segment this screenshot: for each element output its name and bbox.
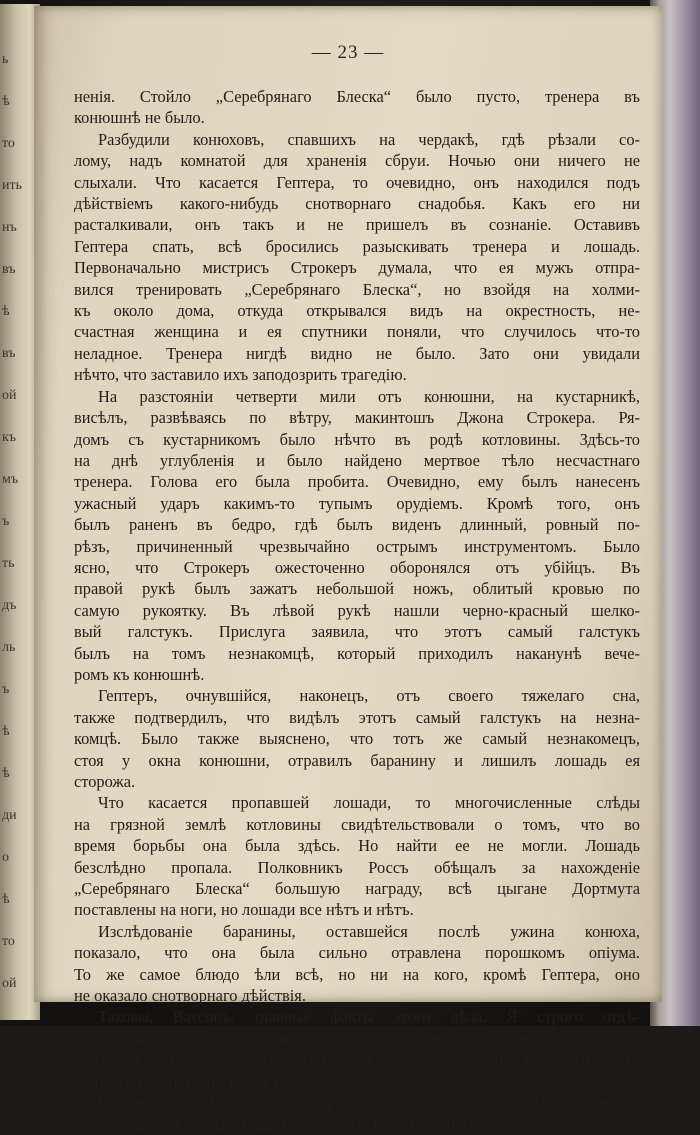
text-line: неладное. Тренера нигдѣ видно не было. Зато они увидали <box>74 343 640 363</box>
text-line: конюшнѣ не было. <box>74 108 205 128</box>
text-line: вился тренировать „Серебрянаго Блеска“, но взойдя на холми- <box>74 279 640 299</box>
left-page-fragment: ѣ <box>2 892 10 907</box>
left-page-fragment: ъ <box>2 514 10 529</box>
paragraph <box>74 792 640 920</box>
left-page-fragment: ъ <box>2 682 10 697</box>
text-line: Что касается пропавшей лошади, то многочисленные слѣды <box>98 793 640 813</box>
text-line: самую рукоятку. Въ лѣвой рукѣ нашли черно-красный шелко- <box>74 600 640 620</box>
left-page-fragment: то <box>2 934 15 949</box>
text-line: лилъ факты отъ догадокъ и предположеній, и представляю ихъ <box>74 1028 640 1048</box>
text-line: Гептеръ, очнувшійся, наконецъ, отъ своего тяжелаго сна, <box>98 686 640 706</box>
text-line: не оказало снотворнаго дѣйствія. <box>74 986 306 1006</box>
book-page <box>34 6 662 1134</box>
left-page-fragment: ди <box>2 808 17 823</box>
text-line: былъ на томъ незнакомцѣ, который приходилъ наканунѣ вече- <box>74 643 640 663</box>
text-line: вый галстукъ. Прислуга заявила, что этотъ самый галстукъ <box>74 622 640 642</box>
text-line: вамъ въ строгой схемѣ. Теперь я вамъ долженъ сообщить, что <box>74 1050 640 1070</box>
text-line: ненія. Стойло „Серебрянаго Блеска“ было пусто, тренера въ <box>74 87 640 106</box>
text-line: рѣзъ, причиненный чрезвычайно острымъ инструментомъ. Было <box>74 536 640 556</box>
left-page-fragment: то <box>2 136 15 151</box>
left-page-fragment: ѣ <box>2 304 10 319</box>
text-line: расталкивали, онъ такъ и не пришелъ въ сознаніе. Оставивъ <box>74 215 640 235</box>
left-page-fragment: ой <box>2 976 17 991</box>
text-line: правой рукѣ былъ зажатъ небольшой ножъ, облитый кровью по <box>74 579 640 599</box>
paragraph <box>74 1092 640 1135</box>
left-page-fragment: ѣ <box>2 766 10 781</box>
text-line: висѣлъ, развѣваясь по вѣтру, макинтошъ Джона Строкера. Ря- <box>74 408 640 428</box>
left-page-fragment: ь <box>2 52 9 67</box>
text-line: къ около дома, откуда открывался видъ на окрестность, не- <box>74 301 640 321</box>
page-number: — 23 — <box>311 42 385 63</box>
text-line: Разбудили конюховъ, спавшихъ на чердакѣ, гдѣ рѣзали со- <box>98 129 640 149</box>
text-line: То же самое блюдо ѣли всѣ, но ни на кого, кромѣ Гептера, оно <box>74 964 640 984</box>
text-line: поставлены на ноги, но лошади все нѣтъ и нѣтъ. <box>74 900 414 920</box>
text-line: также подтвердилъ, что видѣлъ этотъ самый галстукъ на незна- <box>74 707 640 727</box>
paragraph <box>74 1006 640 1092</box>
text-line: слыхали. Что касается Гептера, то очевидно, онъ находился подъ <box>74 172 640 192</box>
left-page-fragment: въ <box>2 346 16 361</box>
text-line: счастная женщина и ея спутники поняли, что случилось что-то <box>74 322 640 342</box>
text-line: на днѣ углубленія и было найдено мертвое тѣло несчастнаго <box>74 450 640 470</box>
left-page-fragment: ть <box>2 556 15 571</box>
text-line: дѣйствіемъ какого-нибудь снотворнаго снадобья. Какъ его ни <box>74 194 640 214</box>
text-line: безслѣдно пропала. Полковникъ Россъ обѣщалъ за нахожденіе <box>74 857 640 877</box>
text-line: лому, надъ комнатой для храненія сбруи. Ночью они ничего не <box>74 151 640 171</box>
left-page-fragment: ить <box>2 178 22 193</box>
left-page-fragment: къ <box>2 430 17 445</box>
text-line: Гептера спать, всѣ бросились разыскивать тренера и лошадь. <box>74 236 640 256</box>
left-page-fragment: ѣ <box>2 94 10 109</box>
text-line: „Серебрянаго Блеска“ большую награду, всѣ цыгане Дортмута <box>74 879 640 899</box>
text-line: показало, что она была сильно отравлена порошкомъ опіума. <box>74 943 640 963</box>
paragraph <box>74 685 640 792</box>
text-line: чайно знающій и опытнѣйшій чиновникъ. Если бы у него было <box>74 1114 518 1134</box>
left-page-fragment: дъ <box>2 598 17 613</box>
left-page-fragment: о <box>2 850 9 865</box>
paragraph <box>74 386 640 686</box>
left-page-fragment: ль <box>2 640 16 655</box>
left-page-fragment: нъ <box>2 220 17 235</box>
text-line: ужасный ударъ какимъ-то тупымъ орудіемъ. Кромѣ того, онъ <box>74 493 640 513</box>
text-line: тренера. Голова его была пробита. Очевидно, ему былъ нанесенъ <box>74 472 640 492</box>
text-line: На разстояніи четверти мили отъ конюшни, на кустарникѣ, <box>98 386 640 406</box>
left-page-fragment: мъ <box>2 472 19 487</box>
text-line: ясно, что Строкеръ ожесточенно оборонялся отъ убійцъ. Въ <box>74 557 640 577</box>
text-line: время борьбы она была здѣсь. Но найти ее не могли. Лошадь <box>74 836 640 856</box>
paragraph <box>74 921 640 1007</box>
paragraph <box>74 129 640 386</box>
left-page-fragment: въ <box>2 262 16 277</box>
text-line: Таковы, Ватсонъ, главные факты этого дѣла. Я строго отдѣ- <box>98 1007 640 1027</box>
text-line: сторожа. <box>74 772 136 791</box>
text-line: комцѣ. Было также выяснено, что тотъ же самый незнакомецъ, <box>74 729 640 749</box>
left-page-fragment: ѣ <box>2 724 10 739</box>
text-line: былъ раненъ въ бедро, гдѣ былъ виденъ длинный, ровный по- <box>74 515 640 535</box>
text-line: стоя у окна конюшни, отравилъ баранину и лишилъ лошадь ея <box>74 750 640 770</box>
text-line: Инспекторъ Григори, которому поручено это дѣло,—чрезвы- <box>98 1093 640 1113</box>
page-text <box>74 86 640 1135</box>
text-line: успѣла сдѣлать за это время полиція. <box>74 1071 333 1091</box>
text-line: на грязной землѣ котловины свидѣтельствовали о томъ, что во <box>74 814 640 834</box>
left-page-fragment: ой <box>2 388 17 403</box>
text-line: Первоначально мистрисъ Строкеръ думала, что ея мужъ отпра- <box>74 258 640 278</box>
text-line: домъ съ кустарникомъ было нѣчто въ родѣ котловины. Здѣсь-то <box>74 429 640 449</box>
text-line: Изслѣдованіе баранины, оставшейся послѣ ужина конюха, <box>98 921 640 941</box>
text-line: нѣчто, что заставило ихъ заподозрить трагедію. <box>74 365 407 385</box>
text-line: ромъ къ конюшнѣ. <box>74 664 205 684</box>
paragraph <box>74 86 640 129</box>
